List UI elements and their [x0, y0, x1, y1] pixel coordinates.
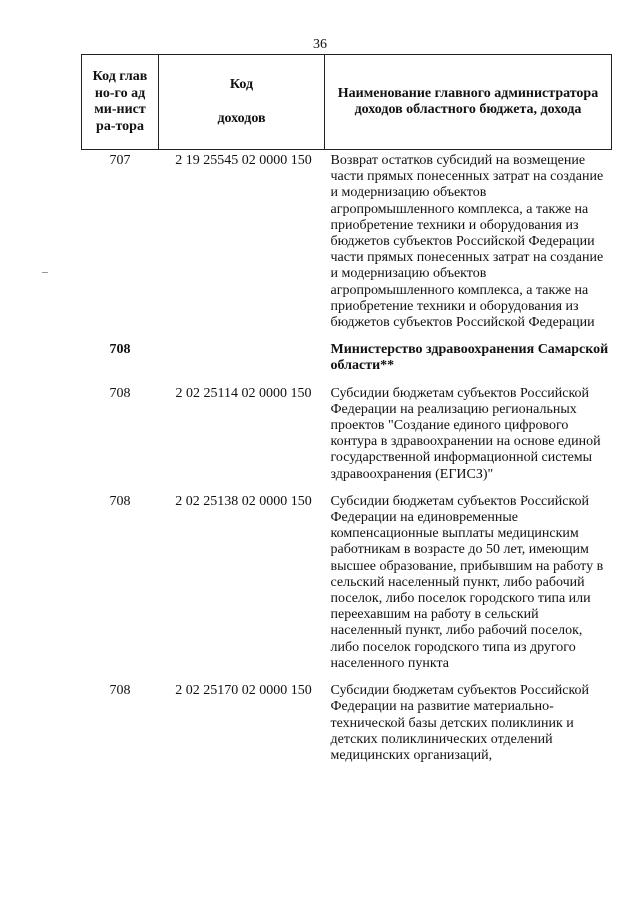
header-income-code-line1: Код — [229, 77, 254, 92]
income-name-cell: Субсидии бюджетам субъектов Российской Федерации на реализацию региональных проектов "Создание единого цифрового контура в здравоохранении на основе единой государственной информационной системы здравоохранения (ЕГИСЗ)" — [330, 385, 601, 482]
header-name — [325, 55, 612, 150]
admin-code-cell: 708 — [109, 342, 131, 358]
table-row — [82, 672, 612, 764]
header-income-code — [159, 55, 325, 150]
admin-code-cell: 708 — [109, 683, 131, 699]
header-admin-code — [82, 55, 159, 150]
table-row — [82, 375, 612, 483]
scan-artifact — [42, 272, 48, 273]
income-code-cell: 2 02 25170 02 0000 150 — [175, 683, 312, 699]
income-name-cell: Возврат остатков субсидий на возмещение части прямых понесенных затрат на создание и модернизацию объектов агропромышленного комплекса, а также на приобретение техники и оборудования из бюджетов субъектов Российской Федерации части прямых понесенных затрат на создание и модернизацию объектов агропромышленного комплекса, а также на приобретение техники и оборудования из бюджетов субъектов Российской Федерации — [330, 153, 604, 331]
income-codes-table — [81, 54, 612, 764]
income-code-cell: 2 02 25138 02 0000 150 — [175, 493, 312, 509]
table-row — [82, 150, 612, 332]
header-income-code-line2: доходов — [217, 110, 266, 126]
admin-code-cell: 708 — [109, 385, 131, 401]
admin-name-cell: Министерство здравоохранения Самарской области** — [330, 342, 609, 374]
income-code-cell — [159, 331, 325, 374]
income-name-cell: Субсидии бюджетам субъектов Российской Федерации на развитие материально-технической базы детских поликлиник и детских поликлинических отделений медицинских организаций, — [330, 683, 590, 763]
table-header-row — [82, 55, 612, 150]
page-number: 36 — [313, 37, 327, 52]
table-row — [82, 483, 612, 672]
income-code-cell: 2 02 25114 02 0000 150 — [175, 385, 312, 401]
admin-code-cell: 708 — [109, 493, 131, 509]
admin-code-cell: 707 — [109, 153, 131, 168]
income-name-cell: Субсидии бюджетам субъектов Российской Федерации на единовременные компенсационные выплаты медицинским работникам в возрасте до 50 лет, имеющим высшее образование, прибывшим на работу в сельский населенный пункт, либо рабочий поселок, либо поселок городского типа или переехавшим на работу в сельский населенный пункт, либо рабочий поселок, либо поселок городского типа из другого населенного пункта — [330, 493, 604, 671]
header-name-text: Наименование главного администратора доходов областного бюджета, дохода — [337, 85, 599, 117]
income-code-cell: 2 19 25545 02 0000 150 — [175, 153, 312, 168]
header-admin-code-text: Код главно-го адми-нистра-тора — [92, 69, 148, 134]
table-row — [82, 331, 612, 374]
